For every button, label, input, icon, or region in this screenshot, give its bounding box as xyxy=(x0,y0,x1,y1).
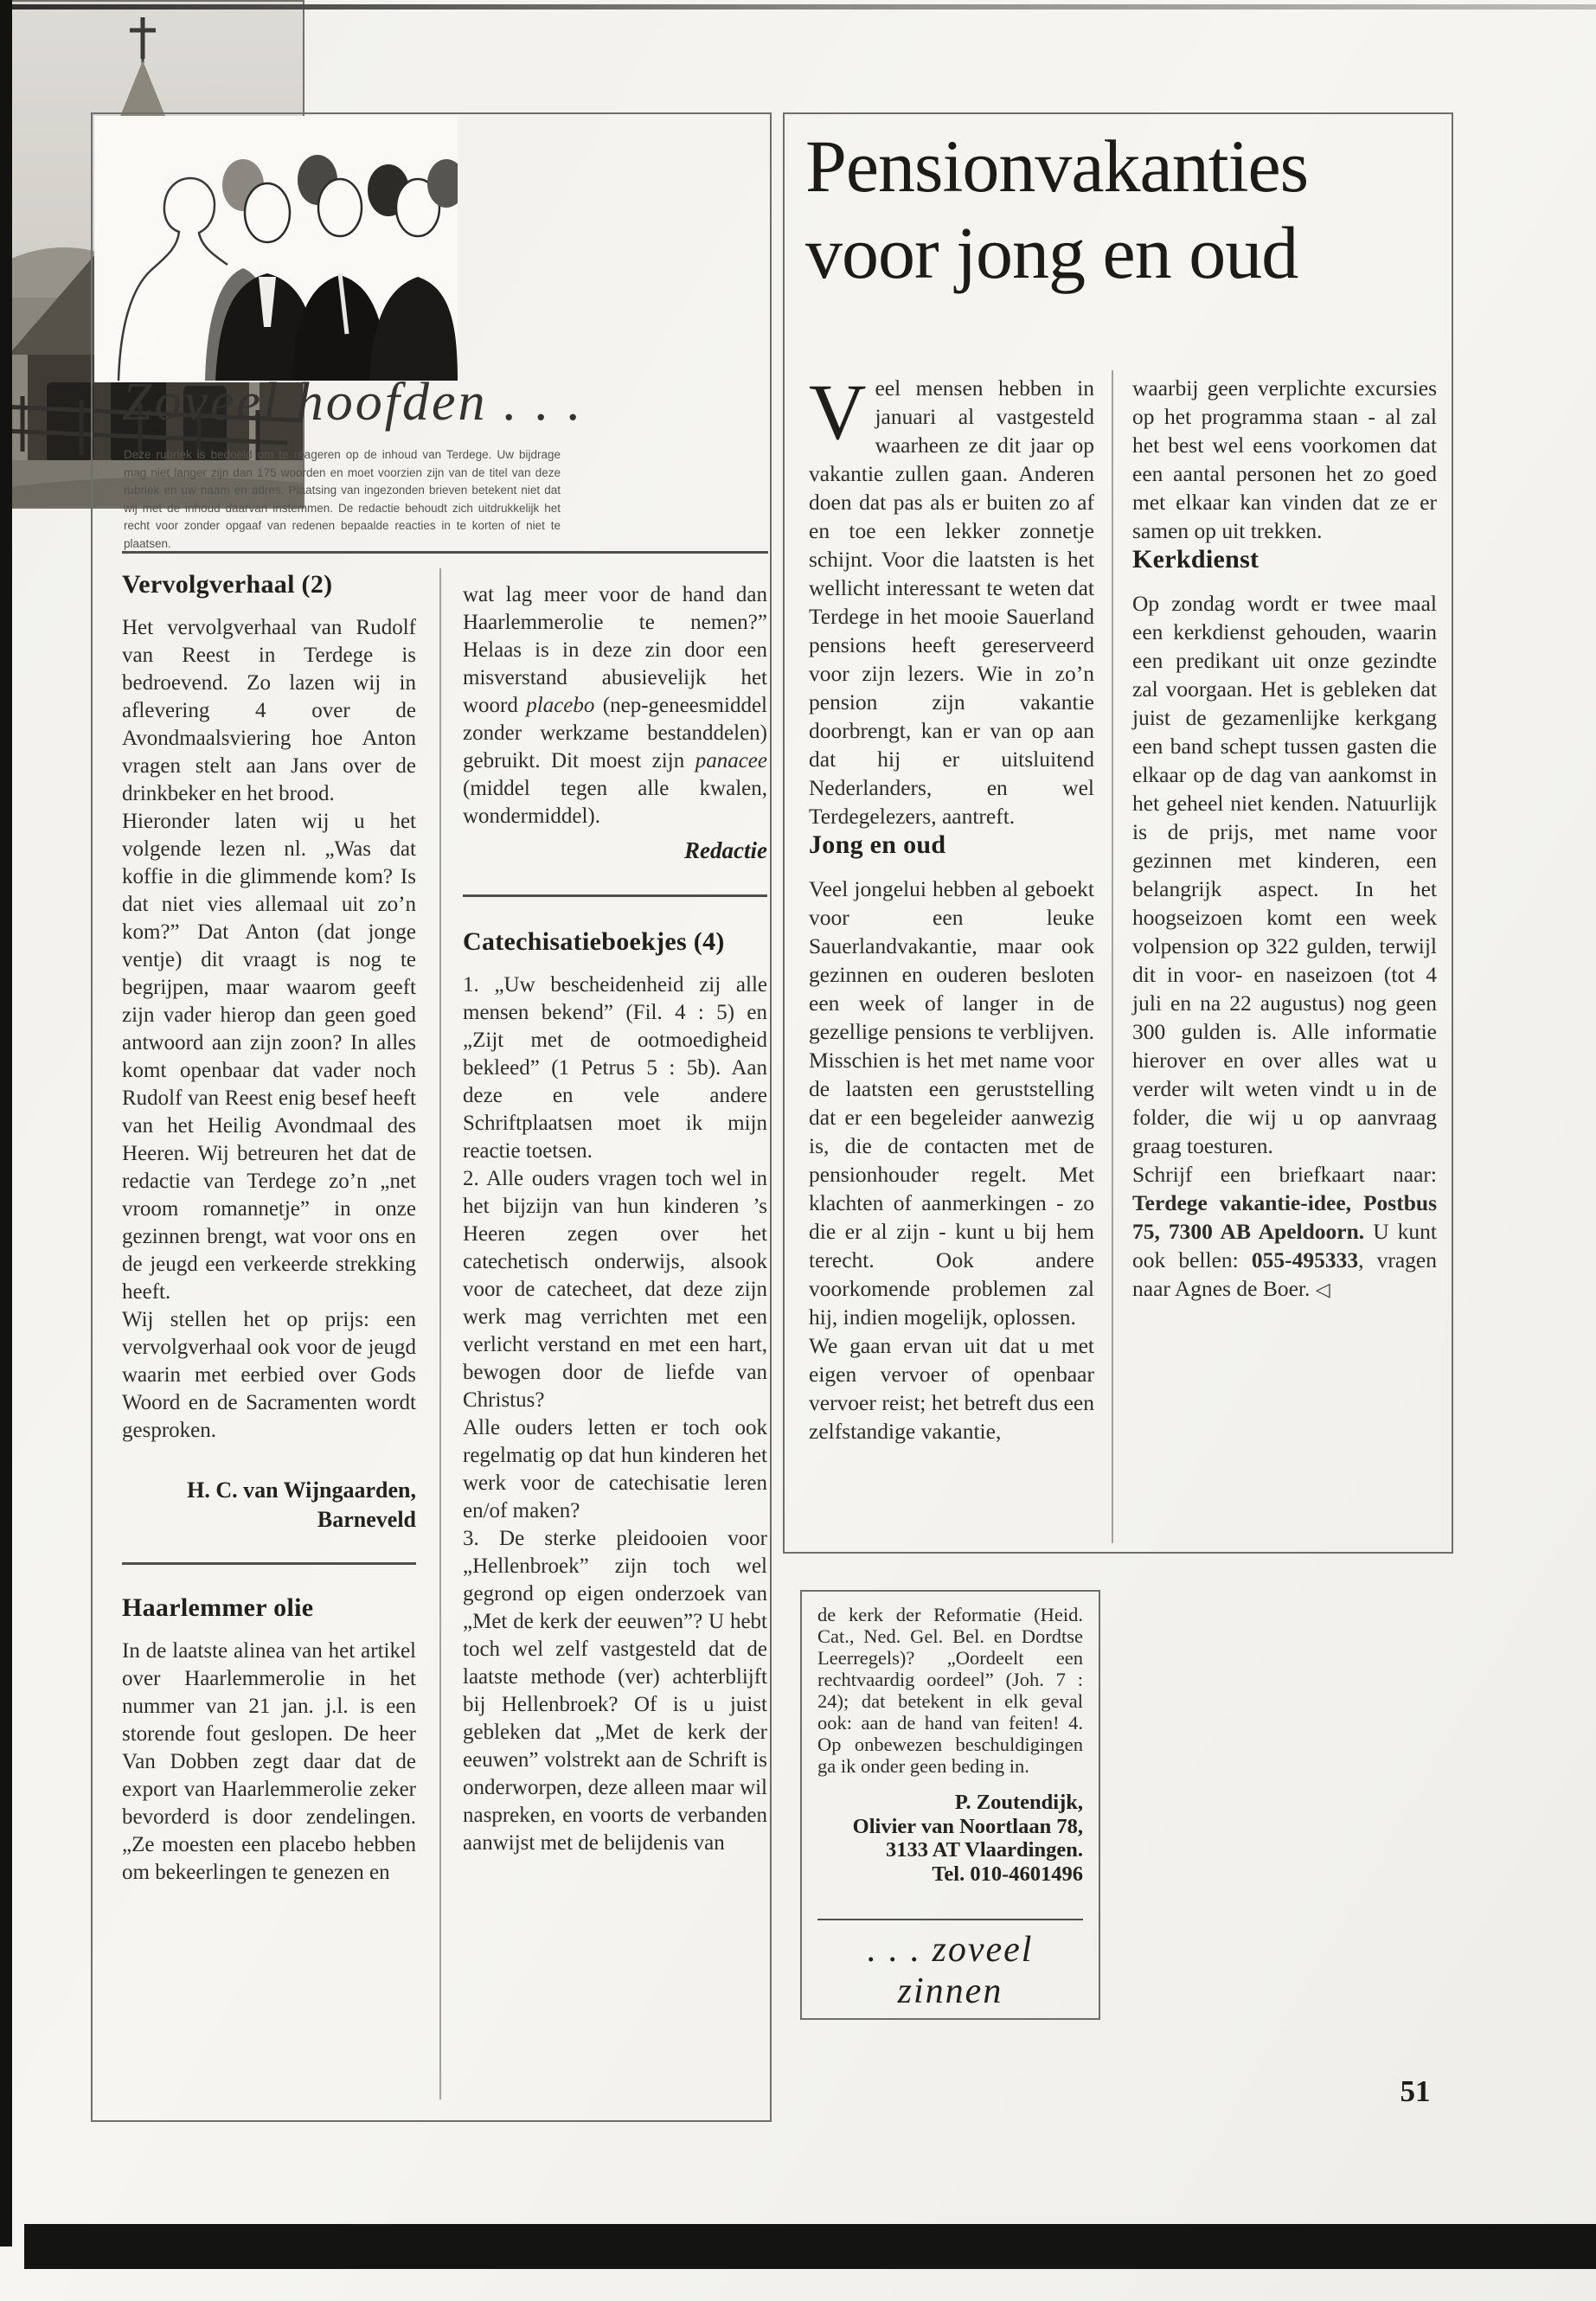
reply-text: (nep-geneesmiddel zonder werkzame bestanddelen) gebruikt. Dit moest zijn xyxy=(463,694,767,772)
signature-street: Olivier van Noortlaan 78, xyxy=(852,1814,1083,1838)
article-paragraph: We gaan ervan uit dat u met eigen vervoer of openbaar vervoer reist; het betreft dus een zelfstandige vakantie, xyxy=(809,1333,1094,1444)
letter-paragraph: 3. De sterke pleidooien voor „Hellenbroek” zijn toch wel gegrond op eigen onderzoek van „Met de kerk der eeuwen”? U hebt toch wel zelf vastgesteld dat de laatste methode (ver) achterblijft bij Hellenbroek? Of is u juist gebleken dat „Met de kerk der eeuwen” volstrekt aan de Schrift is onderworpen, deze alleen maar wil naspreken, en voorts de verbanden aanwijst met de belijdenis van xyxy=(463,1527,767,1855)
letter-signature-block xyxy=(817,1791,1083,1886)
letter-paragraph: Het vervolgverhaal van Rudolf van Reest in Terdege is bedroevend. Zo lazen wij in aflevering 4 over de Avondmaalsviering hoe Anton vragen stelt aan Jans over de drinkbeker en het brood. xyxy=(122,616,416,805)
contact-address: Terdege vakantie-idee, Postbus 75, 7300 AB Apeldoorn. xyxy=(1132,1190,1437,1244)
signature-place: Barneveld xyxy=(317,1507,416,1532)
contact-text: U kunt ook bellen: xyxy=(1132,1219,1438,1272)
letter-paragraph: 1. „Uw bescheidenheid zij alle mensen bekend” (Fil. 4 : 5) en „Zijt met de ootmoedigheid bekleed” (1 Petrus 5 : 5b). Aan deze en vele andere Schriftplaatsen moet ik mijn reactie toetsen. xyxy=(463,973,767,1163)
letter-continuation-box xyxy=(800,1590,1100,2020)
contact-phone: 055-495333 xyxy=(1251,1247,1359,1272)
signature-name: H. C. van Wijngaarden, xyxy=(187,1477,416,1503)
article-heading-jong-en-oud: Jong en oud xyxy=(809,830,946,859)
page-left-black-edge xyxy=(0,0,12,2247)
article-heading-kerkdienst: Kerkdienst xyxy=(1132,545,1259,574)
rubric-intro: Deze rubriek is bedoeld om te reageren op de inhoud van Terdege. Uw bijdrage mag niet langer zijn dan 175 woorden en moet voorzien zijn van de titel van deze rubriek en uw naam en adres. Plaatsing van ingezonden brieven betekent niet dat wij met de inhoud daarvan instemmen. De redactie behoudt zich uitdrukkelijk het recht voor zonder opgaaf van redenen bepaalde reacties in te korten of niet te plaatsen. xyxy=(124,448,561,550)
italic-term: panacee xyxy=(695,749,767,772)
letter-heading-catechisatieboekjes: Catechisatieboekjes (4) xyxy=(463,927,725,956)
redactie-signature: Redactie xyxy=(684,837,767,863)
article-column-1 xyxy=(809,368,1094,1445)
letter-heading-haarlemmer-olie: Haarlemmer olie xyxy=(122,1593,314,1622)
footer-divider xyxy=(817,1919,1083,1920)
lead-text: eel mensen hebben in januari al vastgesteld waarheen ze dit jaar op vakantie zullen gaan. Anderen doen dat pas als er buiten zo af en toe een lekker zonnetje schijnt. Voor die laatsten is het wellicht interessant te weten dat Terdege in het mooie Sauerland pensions heeft gereserveerd voor zijn lezers. Wie in zo’n pension zijn vakantie doorbrengt, kan er van op aan dat hij er uitsluitend Nederlanders, en wel Terdegelezers, aantreft. xyxy=(809,375,1094,829)
article-column-divider xyxy=(1112,370,1113,1543)
page-bottom-black-bar xyxy=(24,2224,1596,2269)
rubric-divider xyxy=(122,551,768,554)
article-paragraph: waarbij geen verplichte excursies op het programma staan - al zal het best wel eens voorkomen dat een aantal personen het zo goed met elkaar kan vinden dat ze er samen op uit trekken. xyxy=(1132,375,1437,543)
signature-phone: Tel. 010-4601496 xyxy=(932,1862,1083,1886)
italic-term: placebo xyxy=(526,694,595,717)
letter-signature xyxy=(122,1476,416,1535)
end-of-article-marker: ◁ xyxy=(1315,1279,1330,1300)
rubric-title: Zoveel hoofden . . . xyxy=(122,373,584,432)
signature-city: 3133 AT Vlaardingen. xyxy=(885,1838,1083,1862)
page-top-scan-line xyxy=(12,4,1596,10)
crowd-illustration xyxy=(94,116,458,382)
letter-divider xyxy=(122,1562,416,1565)
pension-article xyxy=(783,112,1453,1554)
reply-text: wat lag meer voor de hand dan Haarlemmerolie te nemen?” Helaas is in deze zin door een misverstand abusievelijk het woord xyxy=(463,583,767,717)
letter-heading-vervolgverhaal: Vervolgverhaal (2) xyxy=(122,570,333,599)
letter-divider xyxy=(463,894,767,897)
article-lead-paragraph xyxy=(809,368,1094,830)
redactie-reply xyxy=(463,581,767,830)
letter-paragraph: 2. Alle ouders vragen toch wel in het bijzijn van hun kinderen ’s Heeren zegen over het catechetisch onderwijs, alsook voor de catecheet, dat deze zijn werk mag verrichten met een verlicht verstand en met een hart, bewogen door de liefde van Christus? xyxy=(463,1167,767,1412)
letters-column-2 xyxy=(463,581,767,1857)
article-paragraph: Veel jongelui hebben al geboekt voor een leuke Sauerlandvakantie, maar ook gezinnen en ouderen besloten een week of langer in de gezellige pensions te verblijven. Misschien is het met name voor de laatsten een geruststelling dat er een begeleider aanwezig is, die de contacten met de pensionhouder regelt. Met klachten of aanmerkingen - zo die er al zijn - kunt u bij hem terecht. Ook andere voorkomende problemen zal hij, indien mogelijk, oplossen. xyxy=(809,876,1094,1330)
contact-text: , vragen naar Agnes de Boer. xyxy=(1132,1247,1437,1301)
letter-paragraph: Alle ouders letten er toch ook regelmatig op dat hun kinderen het werk voor de catechisatie leren en/of maken? xyxy=(463,1416,767,1522)
letter-paragraph: In de laatste alinea van het artikel over Haarlemmerolie in het nummer van 21 jan. j.l. is een storende fout geslopen. De heer Van Dobben zegt daar dat de export van Haarlemmerolie zeker bevorderd is door zendelingen. „Ze moesten een placebo hebben om bekeerlingen te genezen en xyxy=(122,1639,416,1884)
headline-line-2: voor jong en oud xyxy=(805,211,1298,294)
contact-text: Schrijf een briefkaart naar: xyxy=(1132,1162,1437,1187)
article-headline xyxy=(805,123,1308,296)
article-column-2 xyxy=(1132,374,1437,1304)
letter-paragraph: Wij stellen het op prijs: een vervolgverhaal ook voor de jeugd waarin met eerbied over Gods Woord en de Sacramenten wordt gesproken. xyxy=(122,1308,416,1442)
letters-column-1 xyxy=(122,571,416,1887)
article-paragraph: Op zondag wordt er twee maal een kerkdienst gehouden, waarin een predikant uit onze gezindte zal voorgaan. Het is gebleken dat juist de gezamenlijke kerkgang een band schept tussen gasten die elkaar op de dag van aankomst in het geheel niet kenden. Natuurlijk is de prijs, met name voor gezinnen met kinderen, een belangrijk aspect. In het hoogseizoen komt een week volpension op 322 gulden, terwijl dit in voor- en naseizoen (tot 4 juli en na 22 augustus) nog geen 300 gulden is. Alle informatie hierover en over alles wat u verder wilt weten vindt u in de folder, die wij u op aanvraag graag toesturen. xyxy=(1132,591,1437,1158)
headline-line-1: Pensionvakanties xyxy=(805,125,1309,208)
contact-paragraph xyxy=(1132,1160,1437,1304)
letters-section xyxy=(91,112,772,2122)
rubric-footer-slogan: . . . zoveel zinnen xyxy=(867,1930,1034,2011)
drop-cap: V xyxy=(809,368,867,456)
letters-column-divider xyxy=(439,568,441,2099)
letter-continuation-text: de kerk der Reformatie (Heid. Cat., Ned. Gel. Bel. en Dordtse Leerregels)? „Oordeelt een rechtvaardig oordeel” (Joh. 7 : 24); dat betekent in elk geval ook: aan de hand van feiten! 4. Op onbewezen beschuldigingen ga ik onder geen beding in. xyxy=(817,1604,1083,1777)
letter-paragraph: Hieronder laten wij u het volgende lezen nl. „Was dat koffie in die glimmende kom? Is dat niet vies allemaal uit zo’n kom?” Dat Anton (dat jonge ventje) dit vraagt is nog te begrijpen, maar waarom geeft zijn vader hierop dan geen goed antwoord aan zijn zoon? In alles komt openbaar dat vader noch Rudolf van Reest enig besef heeft van het Heilig Avondmaal des Heeren. Wij betreuren het dat de redactie van Terdege zo’n „net vroom romannetje” in onze gezinnen brengt, wat voor ons en de jeugd een verkeerde strekking heeft. xyxy=(122,810,416,1304)
page-number: 51 xyxy=(1400,2074,1431,2108)
signature-name: P. Zoutendijk, xyxy=(954,1791,1083,1814)
reply-text: (middel tegen alle kwalen, wondermiddel). xyxy=(463,777,767,828)
